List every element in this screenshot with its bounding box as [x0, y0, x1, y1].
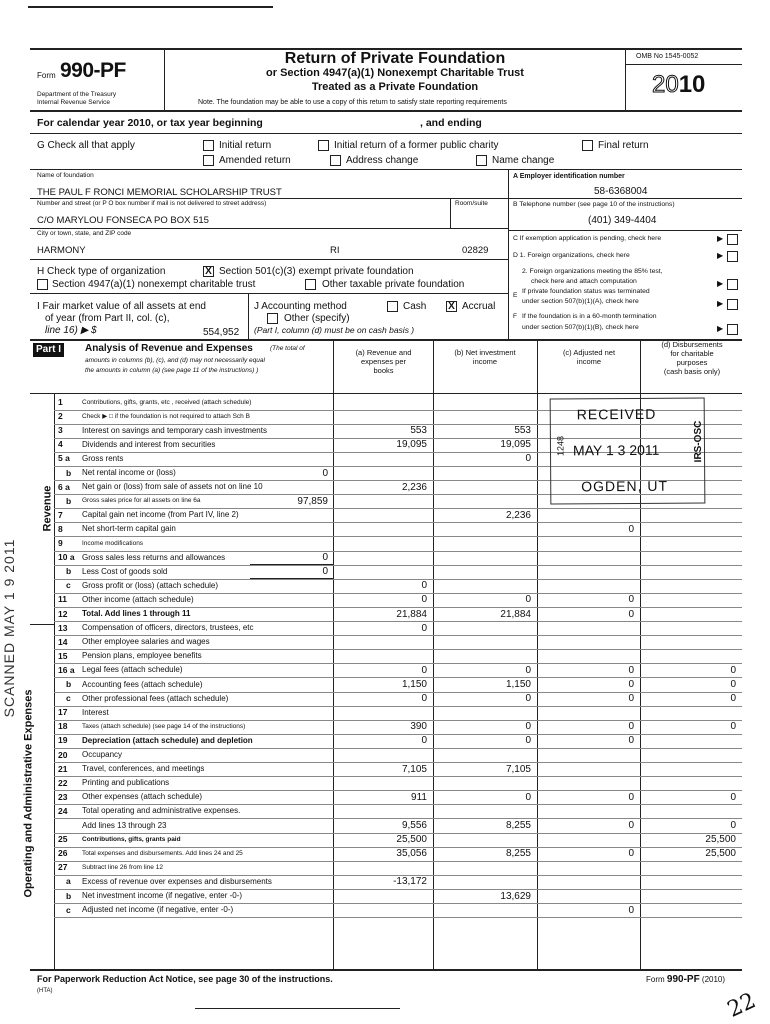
street-value[interactable]: C/O MARYLOU FONSECA PO BOX 515 — [37, 215, 209, 226]
line-value-col-b[interactable]: 0 — [525, 791, 531, 803]
line-number: 22 — [58, 777, 68, 788]
line-number: 7 — [58, 509, 63, 520]
line-label: Net rental income or (loss) — [82, 468, 176, 477]
amended-return-checkbox[interactable] — [203, 155, 214, 166]
line-label: Other employee salaries and wages — [82, 637, 210, 647]
line-label: Occupancy — [82, 750, 123, 759]
line-number: 10 a — [58, 552, 75, 563]
line-label: Total operating and administrative expenses. — [82, 806, 241, 816]
line-value-col-a[interactable]: 553 — [410, 425, 427, 437]
line-number: b — [66, 467, 72, 478]
h-4947-checkbox[interactable] — [37, 279, 48, 290]
paperwork-notice: For Paperwork Reduction Act Notice, see page 30 of the instructions. — [37, 974, 333, 984]
g-rule — [30, 169, 742, 170]
termination-60-label: If the foundation is in a 60-month termination — [522, 313, 657, 320]
line-rule — [54, 818, 742, 819]
line-rule — [54, 522, 742, 523]
line-value-col-a[interactable]: 0 — [421, 622, 427, 634]
h-501c3-checkbox[interactable]: X — [203, 266, 214, 277]
foundation-name-label: Name of foundation — [37, 172, 94, 179]
line-label: Income modifications — [82, 539, 144, 547]
part1-desc-3: the amounts in column (a) (see page 11 of the instructions) ) — [85, 367, 259, 374]
line-inline-value[interactable]: 97,859 — [297, 495, 328, 507]
column-header-col-d-line: (cash basis only) — [663, 367, 721, 376]
line-label: Interest — [82, 707, 109, 717]
initial-former-label: Initial return of a former public charity — [334, 140, 499, 151]
tax-year-ending-label: , and ending — [420, 117, 482, 129]
line-value-col-a[interactable]: 1,150 — [401, 679, 427, 690]
amended-return-label: Amended return — [219, 155, 291, 166]
termination-60-checkbox[interactable] — [727, 324, 738, 335]
line-number: b — [66, 566, 72, 577]
line-value-col-c[interactable]: 0 — [628, 791, 634, 803]
line-value-col-a[interactable]: 0 — [421, 735, 427, 747]
fmv-label-3: line 16) ▶ $ — [45, 325, 97, 336]
column-header-col-b-line: (b) Net investment — [454, 348, 516, 357]
line-value-col-a[interactable]: 35,056 — [396, 848, 427, 860]
termination-60-507-label: under section 507(b)(1)(B), check here — [522, 324, 639, 331]
form-title: Return of Private Foundation — [284, 50, 506, 67]
org-right-divider — [508, 169, 509, 259]
line-rule — [54, 621, 742, 622]
omb-rule — [625, 64, 742, 65]
line-rule — [54, 889, 742, 890]
ein-value[interactable]: 58-6368004 — [594, 186, 648, 197]
column-header-col-a-line: books — [373, 366, 394, 375]
column-header-col-c-line: income — [576, 357, 602, 366]
initial-return-label: Initial return — [219, 140, 272, 151]
line-value-col-a[interactable]: 25,500 — [396, 834, 427, 846]
line-value-col-b[interactable]: 0 — [525, 664, 531, 676]
line-value-col-a[interactable]: 0 — [421, 580, 427, 592]
line-inline-value[interactable]: 0 — [322, 566, 328, 578]
line-value-col-d[interactable]: 0 — [730, 693, 736, 705]
line-label: Pension plans, employee benefits — [82, 651, 202, 661]
line-value-col-d[interactable]: 25,500 — [705, 834, 736, 846]
line-rule — [54, 649, 742, 650]
column-header-col-d-line: (d) Disbursements — [661, 340, 723, 349]
stamp-code: 1248 — [555, 435, 566, 457]
column-header-col-a-line: (a) Revenue and — [355, 348, 412, 357]
line-value-col-c[interactable]: 0 — [628, 664, 634, 676]
expenses-side-label: Operating and Administrative Expenses — [22, 689, 35, 898]
line-value-col-b[interactable]: 8,255 — [505, 848, 531, 860]
part1-title: Analysis of Revenue and Expenses — [85, 343, 253, 354]
calendar-rule — [30, 133, 742, 134]
accrual-label: Accrual — [462, 301, 496, 312]
h-label: H Check type of organization — [37, 266, 166, 277]
line-label: Gross sales less returns and allowances — [82, 552, 226, 562]
line-number: b — [66, 495, 72, 506]
line-number: 24 — [58, 805, 68, 816]
hta-mark: (HTA) — [37, 988, 53, 994]
line-value-col-a[interactable]: -13,172 — [393, 876, 427, 888]
line-value-col-a[interactable]: 390 — [410, 721, 427, 733]
column-header-col-b-line: income — [472, 357, 498, 366]
line-value-col-c[interactable]: 0 — [628, 735, 634, 747]
arrow-icon: ▶ — [717, 324, 724, 333]
line-value-col-a[interactable]: 7,105 — [401, 763, 427, 775]
line-number: b — [66, 679, 72, 689]
header-divider-right — [625, 48, 626, 110]
line-number: c — [66, 580, 71, 591]
fmv-label-1: I Fair market value of all assets at end — [37, 301, 206, 312]
scan-artifact-line — [28, 6, 273, 8]
phone-label: B Telephone number (see page 10 of the instructions) — [513, 201, 675, 208]
line-value-col-c[interactable]: 0 — [628, 904, 634, 916]
dept-treasury: Department of the Treasury — [37, 91, 117, 98]
foreign-org-checkbox[interactable] — [727, 251, 738, 262]
line-number: 18 — [58, 721, 68, 732]
line-rule — [54, 579, 742, 580]
room-suite-label: Room/suite — [455, 200, 488, 207]
accrual-checkbox[interactable]: X — [446, 301, 457, 312]
footer-form-ref — [646, 975, 725, 985]
final-return-checkbox[interactable] — [582, 140, 593, 151]
line-label: Net investment income (if negative, enter -0-) — [82, 891, 243, 900]
line-label: Total expenses and disbursements. Add lines 24 and 25 — [82, 849, 243, 857]
calendar-year-label: For calendar year 2010, or tax year beginning — [37, 117, 263, 129]
line-number: 21 — [58, 763, 68, 774]
foreign-85-label: 2. Foreign organizations meeting the 85% test, — [522, 268, 663, 275]
accounting-method-label: J Accounting method — [254, 301, 347, 312]
line-number: 8 — [58, 523, 63, 534]
f-letter: F — [513, 313, 517, 320]
city-value[interactable]: HARMONY — [37, 245, 86, 256]
exemption-pending-checkbox[interactable] — [727, 234, 738, 245]
arrow-icon: ▶ — [717, 279, 724, 288]
form-word: Form — [37, 71, 56, 80]
line-rule — [54, 790, 742, 791]
line-label: Other expenses (attach schedule) — [82, 792, 203, 802]
h-4947-label: Section 4947(a)(1) nonexempt charitable trust — [52, 279, 256, 290]
ein-label: A Employer identification number — [513, 173, 625, 180]
line-value-col-b[interactable]: 2,236 — [505, 509, 531, 521]
phone-value[interactable]: (401) 349-4404 — [588, 215, 657, 226]
initial-former-checkbox[interactable] — [318, 140, 329, 151]
cash-label: Cash — [403, 301, 427, 312]
line-number: 1 — [58, 397, 63, 407]
footer-rule — [30, 969, 742, 971]
line-value-col-d[interactable]: 25,500 — [705, 848, 736, 860]
line-label: Adjusted net income (if negative, enter -0-) — [82, 905, 234, 915]
line-number: 6 a — [58, 481, 70, 492]
address-change-checkbox[interactable] — [330, 155, 341, 166]
line-label: Less Cost of goods sold — [82, 566, 168, 576]
other-method-checkbox[interactable] — [267, 313, 278, 324]
column-header-col-d-line: purposes — [676, 358, 708, 367]
room-divider — [450, 198, 451, 228]
line-number: a — [66, 876, 71, 887]
arrow-icon: ▶ — [717, 299, 724, 308]
line-label: Other professional fees (attach schedule) — [82, 693, 229, 703]
line-value-col-d[interactable]: 0 — [730, 791, 736, 803]
foreign-85-attach-label: check here and attach computation — [531, 278, 637, 285]
right-rule-1 — [508, 198, 742, 199]
line-rule — [54, 917, 742, 918]
terminated-label: If private foundation status was terminated — [522, 288, 650, 295]
line-label: Add lines 13 through 23 — [82, 820, 167, 830]
line-label: Contributions, gifts, grants paid — [82, 835, 181, 843]
line-value-col-c[interactable]: 0 — [628, 721, 634, 733]
line-value-col-b[interactable]: 8,255 — [505, 820, 531, 831]
g-check-label: G Check all that apply — [37, 140, 135, 151]
exemption-pending-label: C If exemption application is pending, check here — [513, 235, 662, 242]
line-label: Excess of revenue over expenses and disbursements — [82, 876, 272, 886]
final-return-label: Final return — [598, 140, 649, 151]
line-value-col-b[interactable]: 19,095 — [500, 439, 531, 451]
street-label: Number and street (or P O box number if mail is not delivered to street address) — [37, 200, 267, 207]
line-value-col-a[interactable]: 911 — [411, 791, 427, 803]
line-number: 25 — [58, 834, 68, 845]
line-rule — [54, 677, 742, 678]
received-stamp — [550, 397, 706, 504]
line-label: Contributions, gifts, grants, etc , received (attach schedule) — [82, 398, 252, 406]
line-label: Net gain or (loss) from sale of assets not on line 10 — [82, 482, 263, 492]
line-rule — [54, 635, 742, 636]
line-number: 23 — [58, 791, 68, 802]
line-rule — [54, 593, 742, 594]
cash-basis-note: (Part I, column (d) must be on cash basis ) — [254, 325, 415, 335]
line-label: Capital gain net income (from Part IV, line 2) — [82, 510, 239, 520]
h-top-rule — [30, 259, 508, 260]
line-label: Depreciation (attach schedule) and depletion — [82, 735, 253, 745]
line-value-col-c[interactable]: 0 — [628, 594, 634, 606]
line-value-col-b[interactable]: 0 — [525, 594, 531, 606]
line-value-col-b[interactable]: 1,150 — [505, 679, 531, 690]
line-rule — [54, 804, 742, 805]
line-inline-value[interactable]: 0 — [322, 467, 328, 479]
part1-desc-2: amounts in columns (b), (c), and (d) may not necessarily equal — [85, 357, 265, 364]
terminated-507-label: under section 507(b)(1)(A), check here — [522, 298, 639, 305]
line-number: 27 — [58, 862, 68, 873]
other-method-label: Other (specify) — [284, 313, 350, 324]
form-note: Note. The foundation may be able to use a copy of this return to satisfy state reporting requirements — [198, 99, 507, 106]
line-number: 16 a — [58, 664, 75, 675]
line-value-col-d[interactable]: 0 — [730, 679, 736, 690]
line-number: c — [66, 904, 71, 915]
line-number: 4 — [58, 439, 63, 450]
terminated-checkbox[interactable] — [727, 299, 738, 310]
line-value-col-c[interactable]: 0 — [628, 679, 634, 690]
line-label: Net short-term capital gain — [82, 524, 176, 534]
arrow-icon: ▶ — [717, 251, 724, 260]
line-number: 19 — [58, 735, 68, 746]
line-rule — [54, 776, 742, 777]
line-value-col-d[interactable]: 0 — [730, 820, 736, 831]
line-rule — [54, 706, 742, 707]
line-label: Travel, conferences, and meetings — [82, 764, 205, 774]
line-number: 14 — [58, 636, 68, 647]
city-label: City or town, state, and ZIP code — [37, 230, 132, 237]
footer-form-year: (2010) — [699, 975, 726, 984]
h-other-taxable-checkbox[interactable] — [305, 279, 316, 290]
form-subtitle-2: Treated as a Private Foundation — [311, 81, 479, 93]
line-value-col-d[interactable]: 0 — [730, 721, 736, 733]
line-label: Compensation of officers, directors, trustees, etc — [82, 623, 254, 633]
column-header-col-d-line: for charitable — [670, 349, 714, 358]
footer-form-number: 990-PF — [666, 974, 700, 985]
h-501c3-label: Section 501(c)(3) exempt private foundation — [219, 266, 414, 277]
stamp-received: RECEIVED — [576, 405, 657, 423]
foreign-org-label: D 1. Foreign organizations, check here — [513, 252, 630, 259]
line-rule — [54, 663, 742, 664]
line-value-col-b[interactable]: 0 — [525, 453, 531, 465]
zip-value[interactable]: 02829 — [462, 245, 489, 256]
tax-year — [652, 73, 705, 97]
line-value-col-c[interactable]: 0 — [628, 848, 634, 860]
stamp-irs: IRS-OSC — [692, 420, 705, 463]
org-rule-2 — [30, 228, 508, 229]
form-subtitle-1: or Section 4947(a)(1) Nonexempt Charitable Trust — [266, 67, 524, 79]
line-label: Subtract line 26 from line 12 — [82, 863, 163, 871]
ij-divider — [248, 293, 249, 339]
line-value-col-a[interactable]: 9,556 — [401, 820, 427, 831]
line-number: 15 — [58, 650, 68, 661]
line-label: Printing and publications — [82, 778, 170, 788]
line-label: Interest on savings and temporary cash investments — [82, 425, 267, 435]
foundation-name-value[interactable]: THE PAUL F RONCI MEMORIAL SCHOLARSHIP TRUST — [37, 187, 282, 198]
e-letter: E — [513, 292, 518, 299]
line-rule — [54, 762, 742, 763]
revenue-side-label: Revenue — [41, 485, 54, 532]
line-value-col-b[interactable]: 0 — [525, 693, 531, 705]
fmv-value[interactable]: 554,952 — [203, 327, 240, 338]
line-rule — [54, 551, 742, 552]
line-number: 20 — [58, 749, 68, 760]
line-inline-value[interactable]: 0 — [322, 552, 328, 564]
line-value-col-b[interactable]: 0 — [525, 721, 531, 733]
scanned-stamp: SCANNED MAY 1 9 2011 — [1, 538, 17, 718]
line-number: 13 — [58, 622, 68, 633]
line-rule — [54, 692, 742, 693]
line-value-col-a[interactable]: 19,095 — [396, 439, 427, 451]
part1-top-rule — [30, 339, 742, 341]
line-label: Gross rents — [82, 453, 124, 463]
stamp-date: MAY 1 3 2011 — [572, 441, 660, 459]
line-label: Gross profit or (loss) (attach schedule) — [82, 580, 219, 590]
scan-artifact-line — [195, 1008, 400, 1009]
line-number: 3 — [58, 425, 63, 436]
part1-header-rule — [30, 393, 742, 394]
line-rule — [54, 861, 742, 862]
stamp-city: OGDEN, UT — [581, 477, 669, 495]
line-label: Total. Add lines 1 through 11 — [82, 609, 191, 618]
line-number: 11 — [58, 594, 67, 605]
line-number: b — [66, 890, 72, 901]
line-rule — [54, 607, 742, 608]
line-value-col-a[interactable]: 0 — [421, 594, 427, 606]
line-label: Check ▶ □ if the foundation is not required to attach Sch B — [82, 412, 250, 420]
line-number: 2 — [58, 411, 63, 422]
state-value[interactable]: RI — [330, 245, 340, 256]
handwritten-mark: 22 — [723, 988, 760, 1023]
initial-return-checkbox[interactable] — [203, 140, 214, 151]
column-header-col-a-line: expenses per — [360, 357, 407, 366]
footer-form-word: Form — [646, 975, 667, 984]
line-rule — [54, 565, 742, 566]
right-rule-2 — [508, 230, 742, 231]
name-change-label: Name change — [492, 155, 555, 166]
omb-number: OMB No 1545-0052 — [636, 53, 699, 60]
line-value-col-a[interactable]: 21,884 — [396, 608, 427, 620]
line-rule — [54, 903, 742, 904]
line-value-col-d[interactable]: 0 — [730, 664, 736, 676]
h-other-taxable-label: Other taxable private foundation — [322, 279, 465, 290]
fmv-label-2: of year (from Part II, col. (c), — [45, 313, 170, 324]
line-value-col-b[interactable]: 0 — [525, 735, 531, 747]
line-value-col-b[interactable]: 21,884 — [500, 608, 531, 620]
part1-desc-1: (The total of — [270, 345, 305, 352]
side-section-divider — [30, 624, 54, 625]
name-change-checkbox[interactable] — [476, 155, 487, 166]
line-value-col-b[interactable]: 13,629 — [500, 890, 531, 902]
address-change-label: Address change — [346, 155, 419, 166]
arrow-icon: ▶ — [717, 234, 724, 243]
line-number: 5 a — [58, 453, 70, 464]
line-number: 12 — [58, 608, 68, 619]
header-bottom-rule — [30, 110, 742, 112]
line-label: Other income (attach schedule) — [82, 594, 194, 604]
line-rule — [54, 508, 742, 509]
line-rule — [54, 536, 742, 537]
line-value-col-a[interactable]: 2,236 — [401, 481, 427, 493]
line-value-col-a[interactable]: 0 — [421, 664, 427, 676]
line-value-col-c[interactable]: 0 — [628, 523, 634, 535]
org-rule-1 — [30, 198, 508, 199]
line-value-col-b[interactable]: 553 — [514, 425, 531, 437]
foreign-85-checkbox[interactable] — [727, 279, 738, 290]
line-value-col-c[interactable]: 0 — [628, 693, 634, 705]
tax-year-outline: 20 — [652, 71, 679, 98]
part1-tag: Part I — [33, 343, 64, 357]
line-rule — [54, 748, 742, 749]
line-number: c — [66, 693, 71, 704]
line-value-col-c[interactable]: 0 — [628, 608, 634, 620]
line-number: 9 — [58, 538, 63, 548]
line-value-col-c[interactable]: 0 — [628, 820, 634, 831]
line-label: Taxes (attach schedule) (see page 14 of the instructions) — [82, 722, 246, 730]
tax-year-bold: 10 — [678, 71, 706, 98]
line-label: Dividends and interest from securities — [82, 439, 216, 449]
line-number: 17 — [58, 707, 68, 718]
line-rule — [54, 734, 742, 735]
column-header-col-c-line: (c) Adjusted net — [562, 348, 616, 357]
line-label: Accounting fees (attach schedule) — [82, 679, 203, 689]
cash-checkbox[interactable] — [387, 301, 398, 312]
h-right-divider — [508, 259, 509, 339]
dept-irs: Internal Revenue Service — [37, 99, 110, 106]
line-number: 26 — [58, 848, 68, 859]
line-rule — [54, 720, 742, 721]
form-number: 990-PF — [60, 59, 126, 82]
line-value-col-b[interactable]: 7,105 — [505, 763, 531, 775]
line-label: Gross sales price for all assets on line 6a — [82, 497, 201, 505]
h-bottom-rule — [30, 293, 508, 294]
line-label: Legal fees (attach schedule) — [82, 665, 183, 675]
line-value-col-a[interactable]: 0 — [421, 693, 427, 705]
